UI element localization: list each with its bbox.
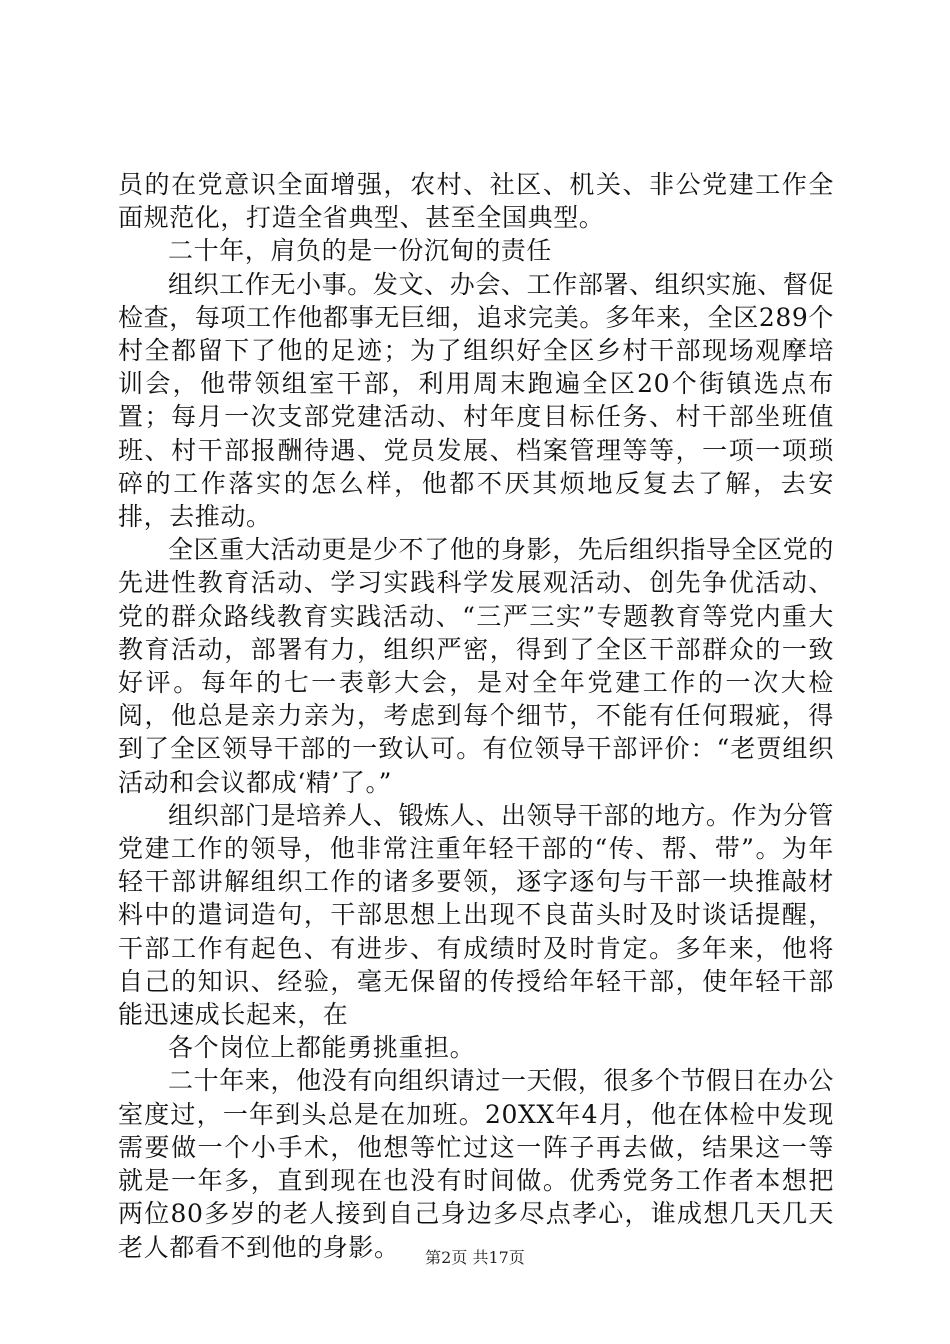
paragraph-6: 各个岗位上都能勇挑重担。: [168, 1033, 476, 1063]
paragraph-2-heading: 二十年，肩负的是一份沉甸的责任: [168, 236, 553, 266]
paragraph-4: 全区重大活动更是少不了他的身影，先后组织指导全区党的先进性教育活动、学习实践科学发展观活动、创先争优活动、党的群众路线教育实践活动、“三严三实”专题教育等党内重大教育活动，部署有力，组织严密，得到了全区干部群众的一致好评。每年的七一表彰大会，是对全年党建工作的一次大检阅，他总是亲力亲为，考虑到每个细节，不能有任何瑕疵，得到了全区领导干部的一致认可。有位领导干部评价：“老贾组织活动和会议都成‘精’了。”: [118, 535, 834, 797]
paragraph-7: 二十年来，他没有向组织请过一天假，很多个节假日在办公室度过，一年到头总是在加班。20XX年4月，他在体检中发现需要做一个小手术，他想等忙过这一阵子再去做，结果这一等就是一年多，直到现在也没有时间做。优秀党务工作者本想把两位80多岁的老人接到自己身边多尽点孝心，谁成想几天几天老人都看不到他的身影。: [118, 1066, 834, 1262]
body-text: [118, 168, 834, 1264]
paragraph-5: 组织部门是培养人、锻炼人、出领导干部的地方。作为分管党建工作的领导，他非常注重年轻干部的“传、帮、带”。为年轻干部讲解组织工作的诸多要领，逐字逐句与干部一块推敲材料中的遣词造句，干部思想上出现不良苗头时及时谈话提醒，干部工作有起色、有进步、有成绩时及时肯定。多年来，他将自己的知识、经验，毫无保留的传授给年轻干部，使年轻干部能迅速成长起来，在: [118, 800, 834, 1030]
paragraph-3: 组织工作无小事。发文、办会、工作部署、组织实施、督促检查，每项工作他都事无巨细，追求完美。多年来，全区289个村全都留下了他的足迹；为了组织好全区乡村干部现场观摩培训会，他带领组室干部，利用周末跑遍全区20个街镇选点布置；每月一次支部党建活动、村年度目标任务、村干部坐班值班、村干部报酬待遇、党员发展、档案管理等等，一项一项琐碎的工作落实的怎么样，他都不厌其烦地反复去了解，去安排，去推动。: [118, 269, 834, 532]
paragraph-1: 员的在党意识全面增强，农村、社区、机关、非公党建工作全面规范化，打造全省典型、甚至全国典型。: [118, 170, 834, 233]
page-footer: 第2页 共17页: [425, 1248, 525, 1267]
